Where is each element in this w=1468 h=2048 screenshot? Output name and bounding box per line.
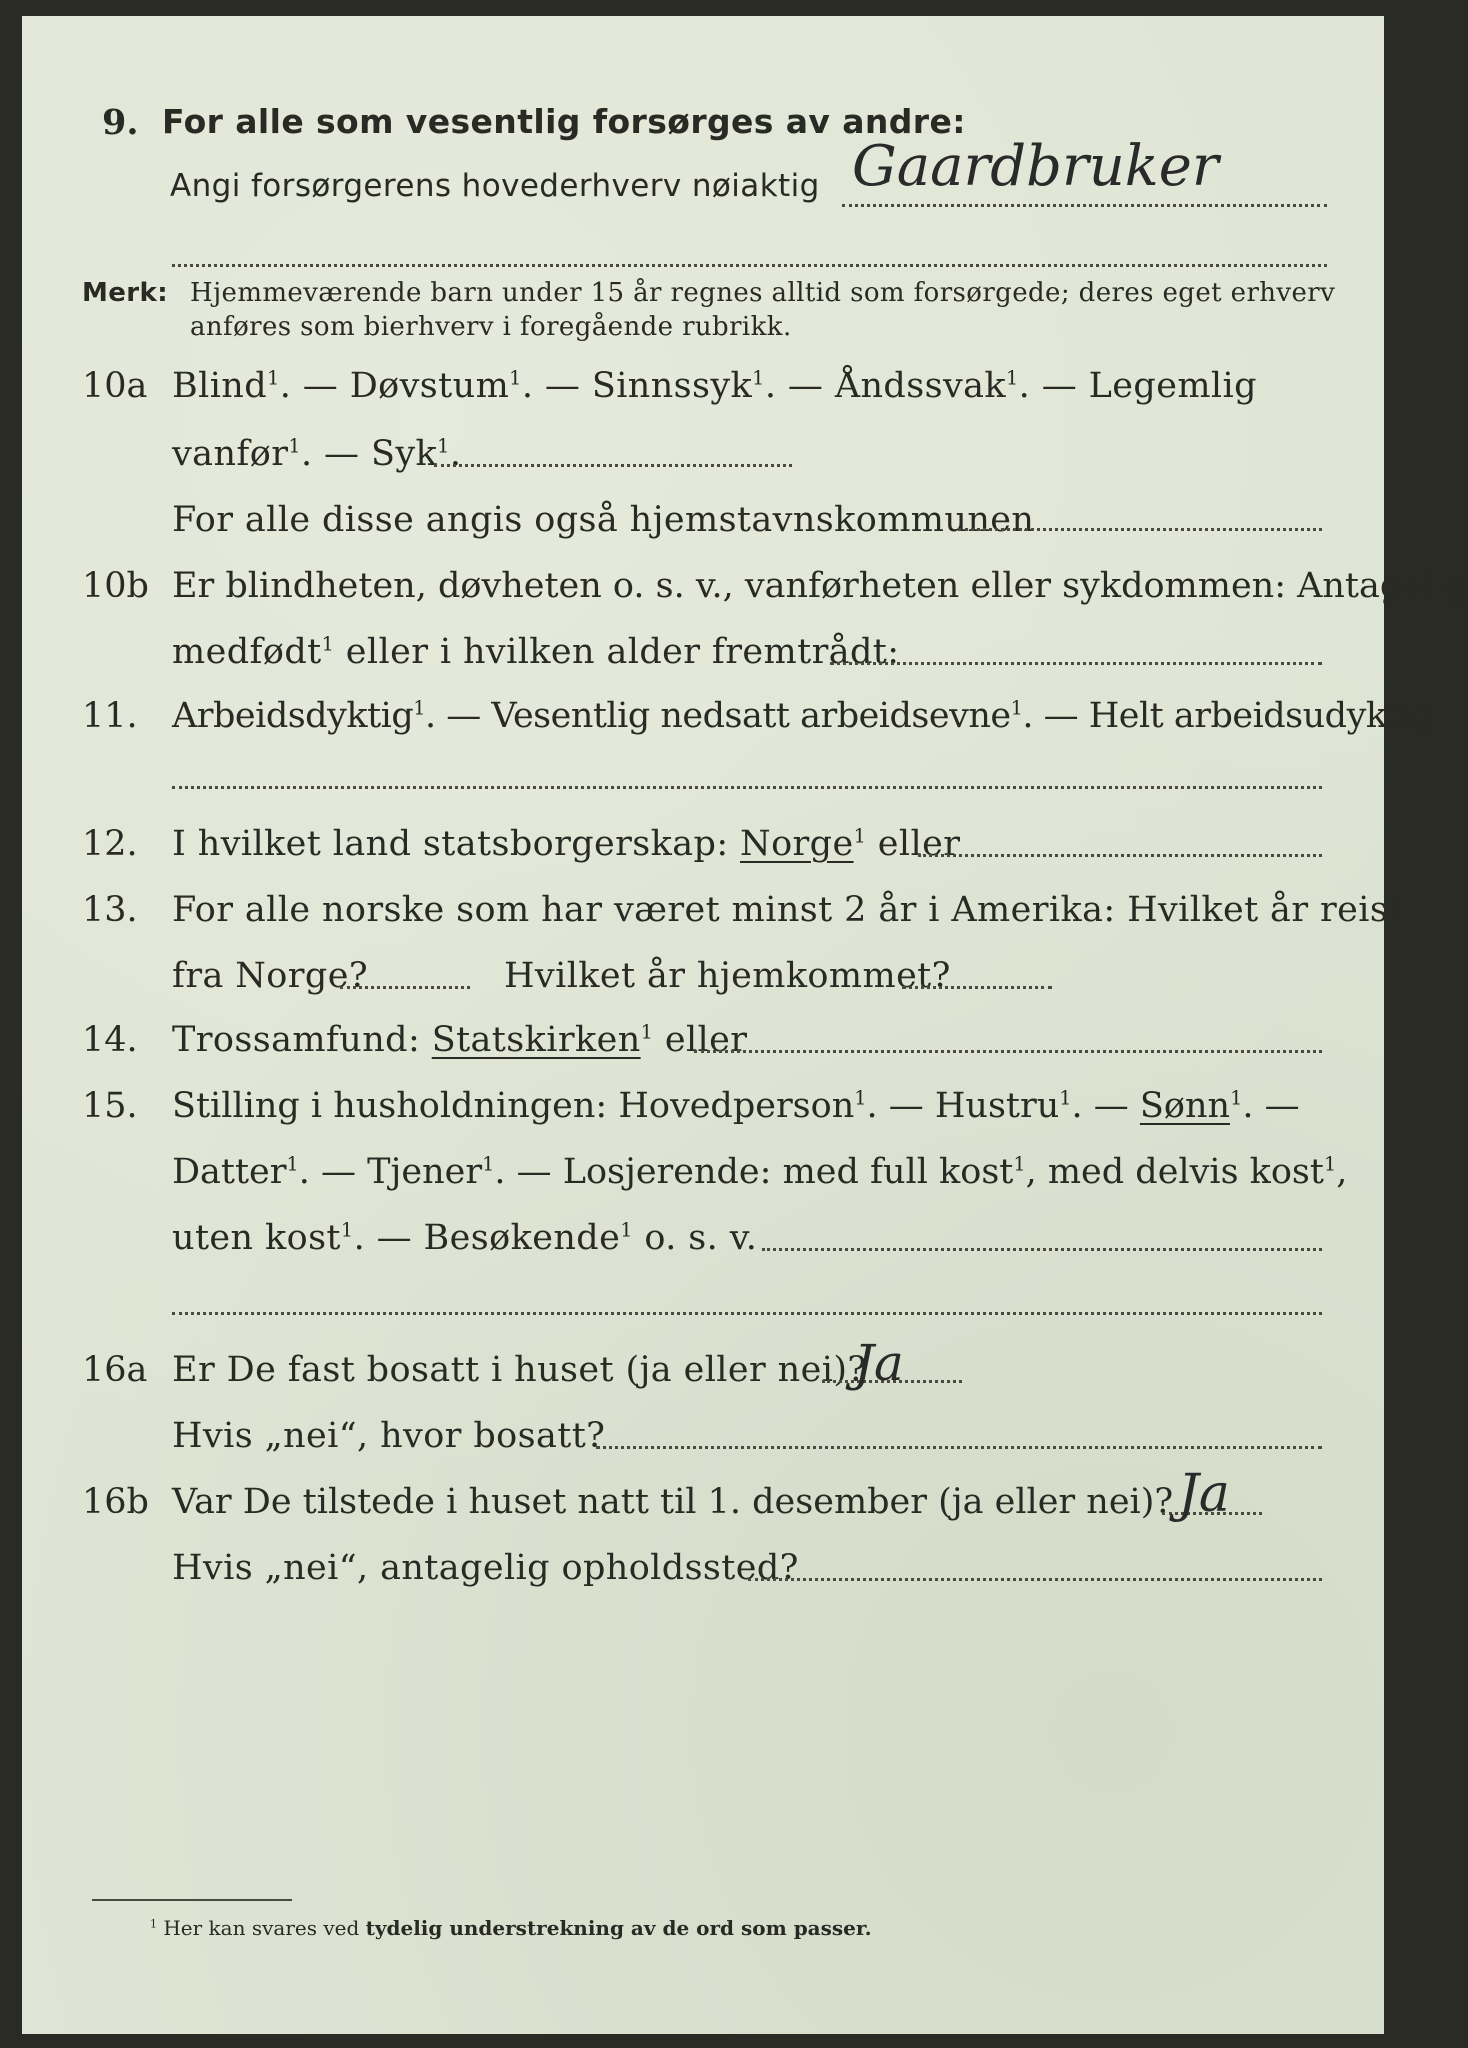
q14-eller: eller [664,1020,748,1060]
footnote-text-bold: tydelig understrekning av de ord som passer. [365,1916,872,1940]
q10a-option-andssvak: Åndssvak [834,366,1007,406]
q14-text: Trossamfund: [172,1020,421,1060]
q14-option-statskirken-underlined: Statskirken [431,1020,641,1060]
q11-option-arbeidsdyktig: Arbeidsdyktig [172,696,414,736]
q12-eller: eller [877,824,961,864]
q15-line2: Datter$^1$. — Tjener$^1$. — Losjerende: med full kost$^1$, med delvis kost$^1$, [172,1152,1348,1192]
q9-handwritten-answer: Gaardbruker [852,134,1219,199]
q10a-line1: Blind$^1$. — Døvstum$^1$. — Sinnssyk$^1$. — Åndssvak$^1$. — Legemlig [172,366,1257,406]
q14-number: 14. [82,1020,138,1060]
q10a-option-legemlig: Legemlig [1088,366,1257,406]
census-form-page [22,16,1468,2034]
q13-hjemkommet-line [902,986,1052,989]
q10a-option-sinnssyk: Sinnssyk [591,366,753,406]
q13-line2a: fra Norge? [172,956,368,996]
footnote-rule [92,1899,292,1901]
footnote [150,1916,872,1940]
q16a-handwritten-answer: Ja [854,1334,904,1392]
q16b-handwritten-answer: Ja [1178,1464,1230,1524]
q16a-line2: Hvis „nei“, hvor bosatt? [172,1416,606,1456]
q10a-line2: vanfør$^1$. — Syk$^1$. [172,434,462,474]
q10b-line1: Er blindheten, døvheten o. s. v., vanførheten eller sykdommen: Antagelig [172,566,1468,606]
q16b-opholdssted-line [748,1578,1322,1581]
q10a-option-blind: Blind [172,366,268,406]
q11-line1: Arbeidsdyktig$^1$. — Vesentlig nedsatt arbeidsevne$^1$. — Helt arbeidsudyktig$^1$. [172,696,1456,736]
merk-line2: anføres som bierhverv i foregående rubrikk. [190,312,792,342]
q15-option-tjener: Tjener [367,1152,483,1192]
q15-text: Stilling i husholdningen: [172,1086,608,1126]
q10b-option-medfodt: medfødt [172,632,322,672]
q15-line1: Stilling i husholdningen: Hovedperson$^1$. — Hustru$^1$. — Sønn$^1$. — [172,1086,1300,1126]
q15-option-besokende: Besøkende [423,1218,621,1258]
q16b-number: 16b [82,1482,149,1522]
q16b-line2: Hvis „nei“, antagelig opholdssted? [172,1548,799,1588]
q10b-number: 10b [82,566,149,606]
q11-number: 11. [82,696,138,736]
q10b-line2: medfødt$^1$ eller i hvilken alder fremtrådt: [172,632,900,672]
q10a-hjemstavn-line [958,528,1322,531]
q15-option-hustru: Hustru [934,1086,1060,1126]
q14-answer-line [694,1050,1322,1053]
q10b-line2-rest: eller i hvilken alder fremtrådt: [345,632,900,672]
q10a-option-dovstum: Døvstum [349,366,510,406]
q12-option-norge-underlined: Norge [740,824,854,864]
q16b-line1: Var De tilstede i huset natt til 1. desember (ja eller nei)? [172,1482,1174,1522]
q15-losjerende: Losjerende: [562,1152,772,1192]
q15-option-datter: Datter [172,1152,287,1192]
q15-extra-line [172,1312,1322,1315]
q11-option-udyktig: Helt arbeidsudyktig [1088,696,1433,736]
merk-label: Merk: [82,278,169,308]
q15-option-fullkost: med full kost [782,1152,1014,1192]
q9-extra-line [172,264,1327,267]
q15-option-delviskost: med delvis kost [1047,1152,1324,1192]
footnote-mark: 1 [150,1917,157,1931]
q11-extra-line [172,786,1322,789]
merk-line1: Hjemmeværende barn under 15 år regnes alltid som forsørgede; deres eget erhverv [190,278,1336,308]
q10a-number: 10a [82,366,148,406]
q16a-line1: Er De fast bosatt i huset (ja eller nei)? [172,1350,867,1390]
q10b-answer-line [830,662,1322,665]
q13-line2b: Hvilket år hjemkommet? [504,956,951,996]
q9-line2: Angi forsørgerens hovederhverv nøiaktig [170,168,820,204]
q10a-line3: For alle disse angis også hjemstavnskommunen [172,500,1035,540]
q10a-option-vanfor: vanfør [172,434,289,474]
q15-option-hovedperson: Hovedperson [618,1086,855,1126]
q14-line1: Trossamfund: Statskirken$^1$ eller [172,1020,748,1060]
q12-number: 12. [82,824,138,864]
q10a-syk-line [434,464,792,467]
q12-text: I hvilket land statsborgerskap: [172,824,729,864]
q15-number: 15. [82,1086,138,1126]
q13-number: 13. [82,890,138,930]
q13-line1: For alle norske som har været minst 2 år i Amerika: Hvilket år reist [172,890,1403,930]
q15-option-sonn-underlined: Sønn [1139,1086,1231,1126]
q15-line3: uten kost$^1$. — Besøkende$^1$ o. s. v. [172,1218,758,1258]
q13-reist-line [340,986,470,989]
q12-answer-line [918,854,1322,857]
q9-line1: For alle som vesentlig forsørges av andre: [162,102,966,141]
q15-osv: o. s. v. [644,1218,758,1258]
footnote-text-plain: Her kan svares ved [163,1916,360,1940]
q10a-option-syk: Syk [370,434,438,474]
q15-option-utenkost: uten kost [172,1218,341,1258]
q9-number: 9. [102,102,139,143]
q15-answer-line [762,1248,1322,1251]
q9-answer-line [842,204,1327,207]
q12-line1: I hvilket land statsborgerskap: Norge$^1$ eller [172,824,961,864]
q16a-number: 16a [82,1350,148,1390]
q11-option-nedsatt: Vesentlig nedsatt arbeidsevne [491,696,1011,736]
q16a-bosatt-line [596,1446,1322,1449]
